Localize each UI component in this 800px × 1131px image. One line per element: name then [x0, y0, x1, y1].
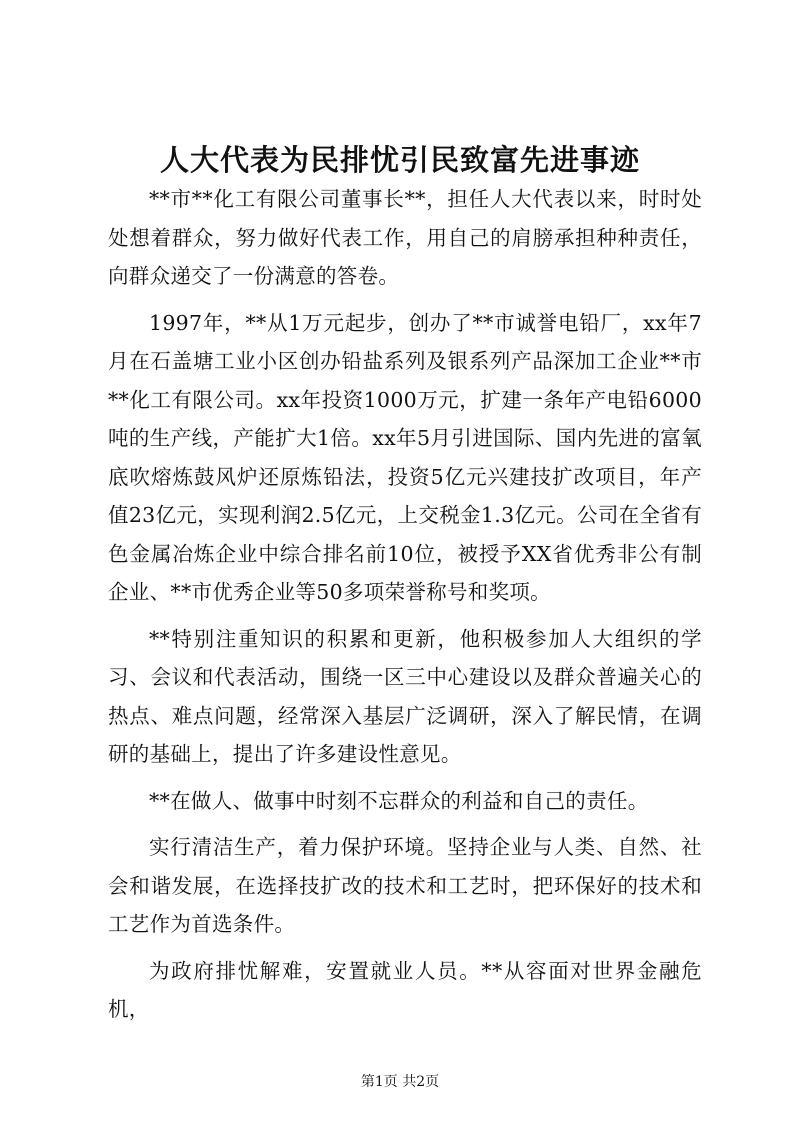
- paragraph-responsibility: **在做人、做事中时刻不忘群众的利益和自己的责任。: [149, 788, 649, 813]
- paragraph-history: 1997年，**从1万元起步，创办了**市诚誉电铅厂，xx年7月在石盖塘工业小区创办铅盐系列及银系列产品深加工企业**市**化工有限公司。xx年投资1000万元，扩建一条年产电铅6000吨的生产线，产能扩大1倍。xx年5月引进国际、国内先进的富氧底吹熔炼鼓风炉还原炼铅法，投资5亿元兴建技扩改项目，年产值23亿元，实现利润2.5亿元，上交税金1.3亿元。公司在全省有色金属冶炼企业中综合排名前10位，被授予XX省优秀非公有制企业、**市优秀企业等50多项荣誉称号和奖项。: [108, 310, 702, 604]
- paragraph-learning: **特别注重知识的积累和更新，他积极参加人大组织的学习、会议和代表活动，围绕一区三中心建设以及群众普遍关心的热点、难点问题，经常深入基层广泛调研，深入了解民情，在调研的基础上，提出了许多建设性意见。: [108, 626, 702, 766]
- document-title: 人大代表为民排忧引民致富先进事迹: [159, 143, 640, 177]
- page-number-footer: 第1页 共2页: [360, 1074, 440, 1090]
- paragraph-environment: 实行清洁生产，着力保护环境。坚持企业与人类、自然、社会和谐发展，在选择技扩改的技术和工艺时，把环保好的技术和工艺作为首选条件。: [108, 835, 702, 936]
- paragraph-intro: **市**化工有限公司董事长**，担任人大代表以来，时时处处想着群众，努力做好代表工作，用自己的肩膀承担种种责任，向群众递交了一份满意的答卷。: [108, 187, 702, 288]
- document-body: [108, 180, 702, 1037]
- paragraph-employment: 为政府排忧解难，安置就业人员。**从容面对世界金融危机，: [108, 958, 702, 1021]
